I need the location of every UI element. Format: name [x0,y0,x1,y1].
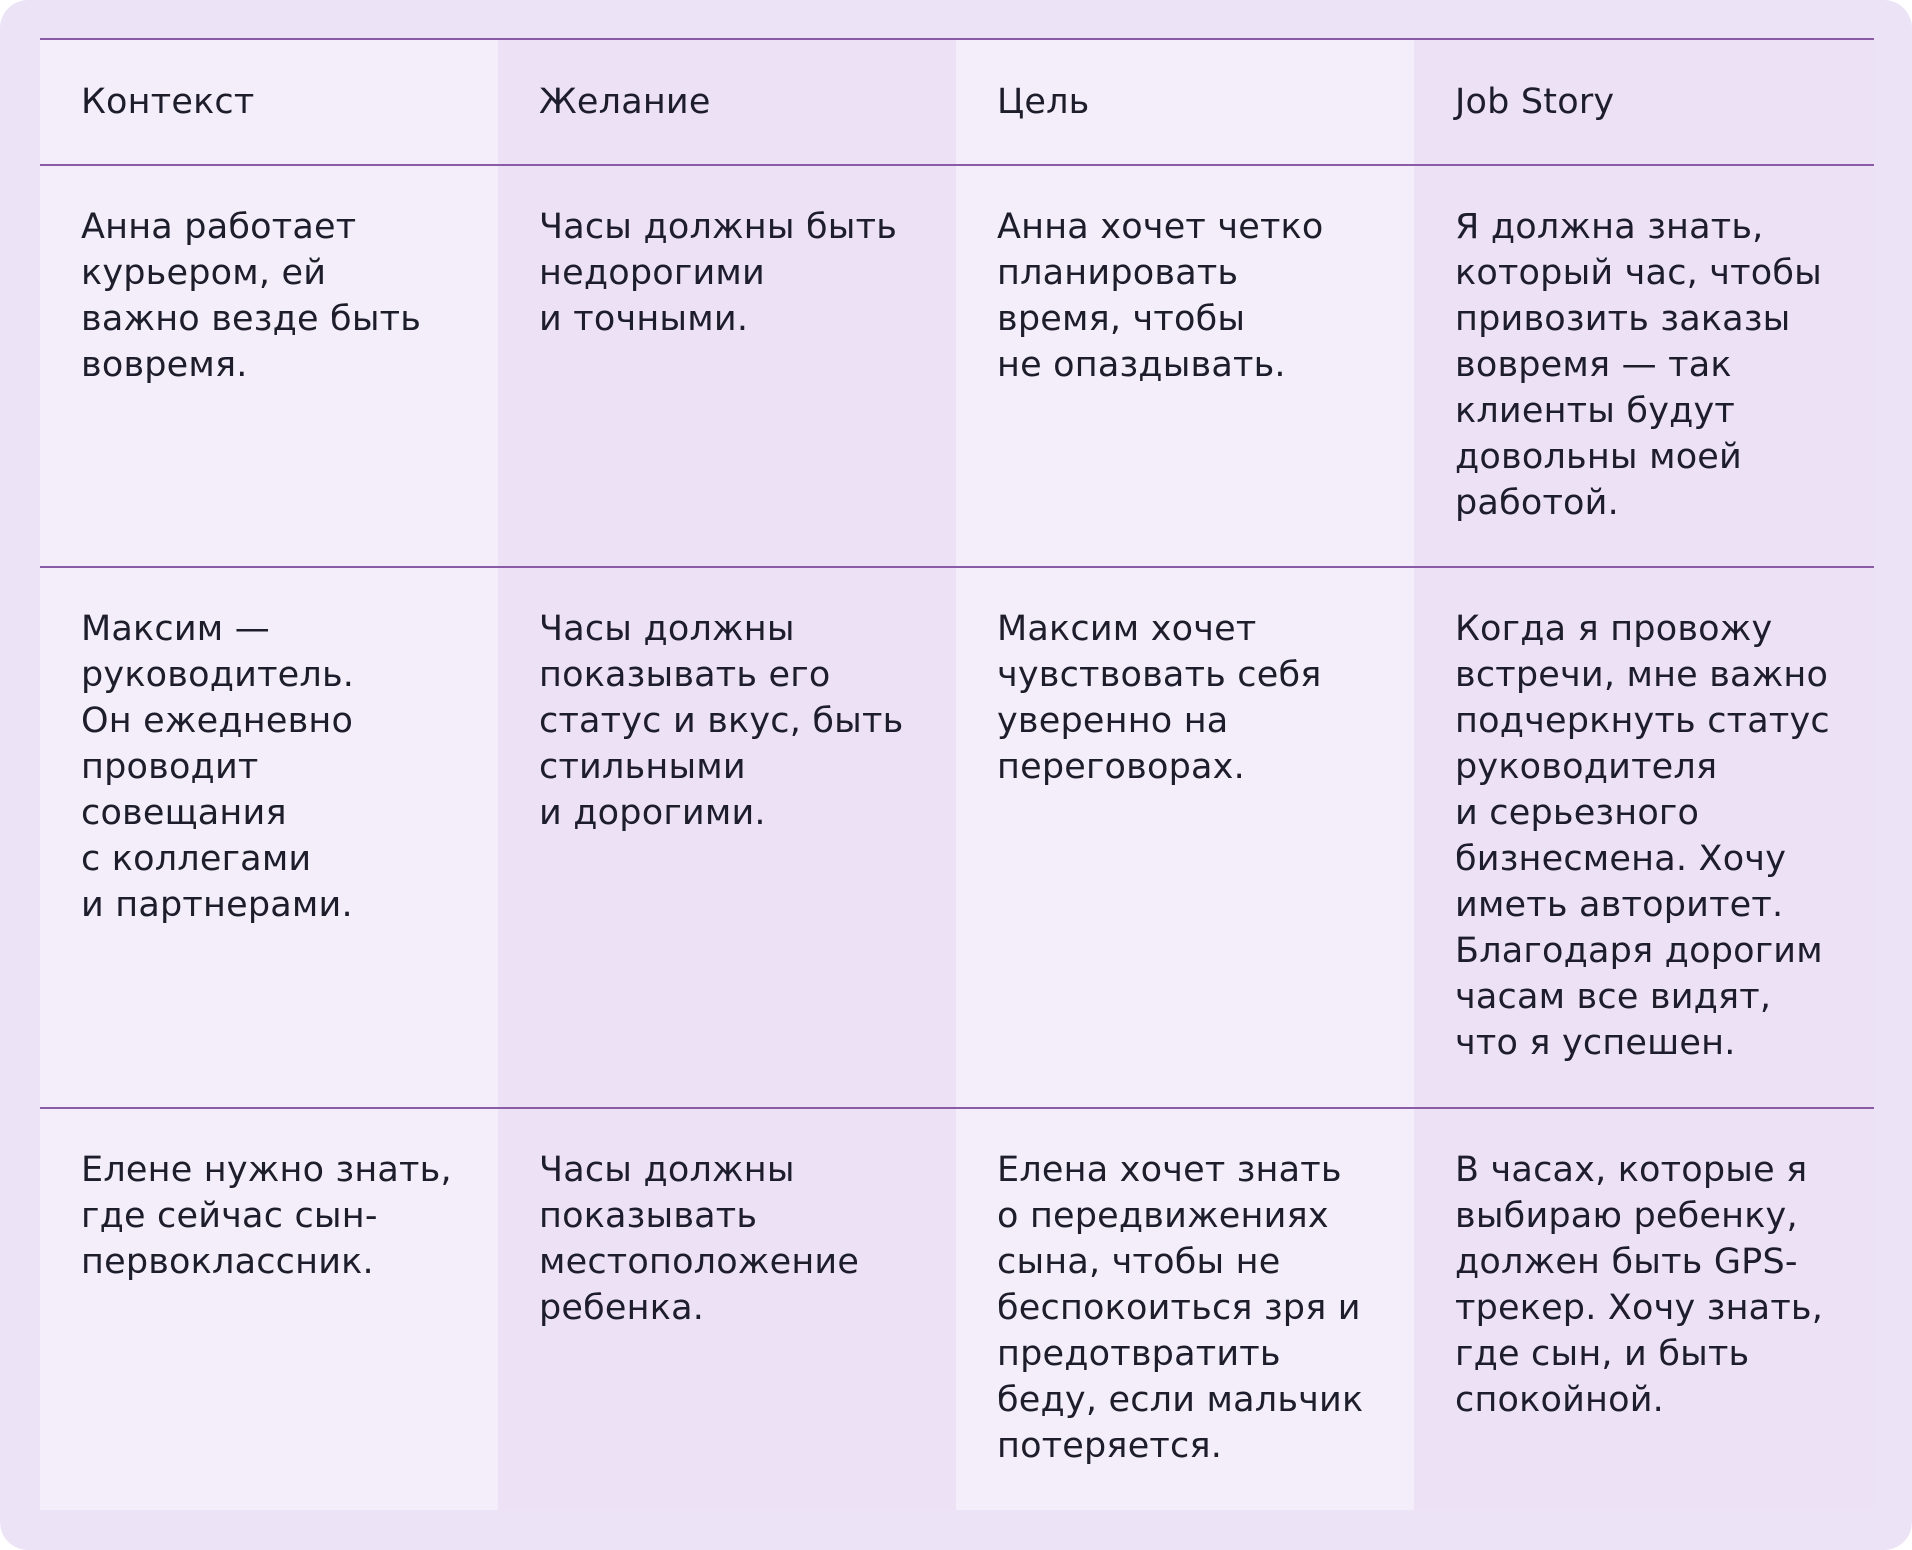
job-story-table [40,40,1874,1508]
table-row [40,566,1874,1107]
cell-desire: Часы должны показывать местоположение ребенка. [539,1150,860,1328]
cell-goal: Анна хочет четко планировать время, чтобы не опаздывать. [997,207,1324,385]
header-context: Контекст [81,82,255,122]
header-row [40,40,1874,164]
cell-job-story: Когда я провожу встречи, мне важно подчеркнуть статус руководителя и серьезного бизнесмена. Хочу иметь авторитет. Благодаря дорогим часам все видят, что я успешен. [1455,609,1830,1063]
table-row [40,164,1874,566]
header-job-story: Job Story [1455,82,1615,122]
cell-job-story: В часах, которые я выбираю ребенку, должен быть GPS- трекер. Хочу знать, где сын, и быть спокойной. [1455,1150,1824,1420]
table-row [40,1107,1874,1508]
cell-desire: Часы должны показывать его статус и вкус, быть стильными и дорогими. [539,609,904,833]
cell-goal: Максим хочет чувствовать себя уверенно на переговорах. [997,609,1322,787]
cell-context: Елене нужно знать, где сейчас сын- первоклассник. [81,1150,452,1282]
header-goal: Цель [997,82,1090,122]
cell-context: Максим — руководитель. Он ежедневно проводит совещания с коллегами и партнерами. [81,609,355,925]
cell-goal: Елена хочет знать о передвижениях сына, чтобы не беспокоиться зря и предотвратить беду, если мальчик потеряется. [997,1150,1364,1466]
cell-desire: Часы должны быть недорогими и точными. [539,207,898,339]
cell-context: Анна работает курьером, ей важно везде быть вовремя. [81,207,422,385]
cell-job-story: Я должна знать, который час, чтобы привозить заказы вовремя — так клиенты будут довольны моей работой. [1455,207,1822,523]
header-desire: Желание [539,82,711,122]
